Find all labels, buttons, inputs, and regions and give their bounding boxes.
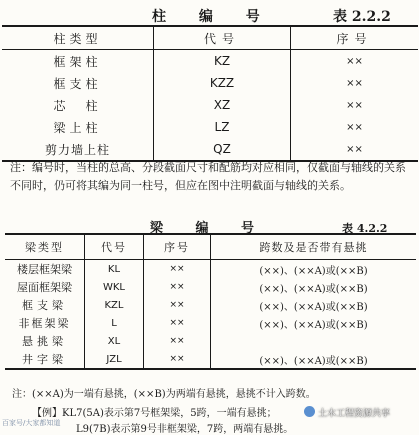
cell-type: 非框架梁 bbox=[5, 314, 85, 332]
cell-type: 芯 柱 bbox=[2, 94, 154, 116]
cell-span bbox=[211, 332, 417, 350]
watermark-right: 土木工程资源共享 bbox=[318, 409, 391, 419]
cell-type: 悬挑梁 bbox=[5, 332, 85, 350]
table2-note: 注：(××A)为一端有悬挑，(××B)为两端有悬挑，悬挑不计入跨数。 bbox=[12, 389, 316, 400]
cell-code: WKL bbox=[85, 278, 144, 296]
column-header-code: 代号 bbox=[154, 26, 291, 50]
cell-type: 井字梁 bbox=[5, 350, 85, 369]
cell-code: KZZ bbox=[154, 72, 291, 94]
cell-code: KZ bbox=[154, 50, 291, 73]
cell-code: L bbox=[85, 314, 144, 332]
cell-span: (××)、(××A)或(××B) bbox=[259, 319, 368, 331]
cell-seq: ×× bbox=[144, 296, 211, 314]
cell-seq: ×× bbox=[144, 260, 211, 279]
example-line-2: L9(7B)表示第9号非框架梁，7跨，两端有悬挑。 bbox=[76, 424, 294, 435]
cell-code: JZL bbox=[85, 350, 144, 369]
table-row bbox=[2, 72, 418, 94]
cell-code: XZ bbox=[154, 94, 291, 116]
table-row bbox=[2, 138, 418, 161]
table-row bbox=[5, 260, 416, 279]
table1-note: 注：编号时，当柱的总高、分段截面尺寸和配筋均对应相同，仅截面与轴线的关系不同时，仍可将其编为同一柱号，但应在图中注明截面与轴线的关系。 bbox=[10, 161, 406, 192]
cell-seq: ×× bbox=[144, 350, 211, 369]
table-row bbox=[5, 278, 416, 296]
table-row bbox=[5, 332, 416, 350]
table-header-row bbox=[2, 26, 418, 50]
table-row bbox=[2, 50, 418, 73]
table1-title: 柱 编 号 bbox=[152, 9, 274, 25]
table2-title: 梁 编 号 bbox=[150, 221, 269, 236]
cell-seq: ×× bbox=[346, 143, 363, 155]
cell-code: KZL bbox=[85, 296, 144, 314]
cell-code: XL bbox=[85, 332, 144, 350]
cell-seq: ×× bbox=[346, 121, 363, 133]
cell-span: (××)、(××A)或(××B) bbox=[259, 301, 368, 313]
table2-number: 表 4.2.2 bbox=[342, 222, 388, 235]
column-header-code: 代号 bbox=[85, 234, 144, 260]
cell-seq: ×× bbox=[144, 278, 211, 296]
cell-type: 屋面框架梁 bbox=[5, 278, 85, 296]
cell-code: KL bbox=[85, 260, 144, 279]
cell-type: 框支梁 bbox=[5, 296, 85, 314]
cell-code: LZ bbox=[154, 116, 291, 138]
cell-type: 剪力墙上柱 bbox=[2, 138, 154, 161]
column-header-seq: 序号 bbox=[144, 234, 211, 260]
cell-span: (××)、(××A)或(××B) bbox=[259, 355, 368, 367]
beam-numbering-table bbox=[5, 233, 416, 370]
cell-span: (××)、(××A)或(××B) bbox=[259, 283, 368, 295]
cell-span: (××)、(××A)或(××B) bbox=[259, 265, 368, 277]
cell-seq: ×× bbox=[346, 77, 363, 89]
cell-code: QZ bbox=[154, 138, 291, 161]
column-header-span: 跨数及是否带有悬挑 bbox=[211, 234, 417, 260]
table1-number: 表 2.2.2 bbox=[333, 9, 391, 25]
cell-type: 梁上柱 bbox=[2, 116, 154, 138]
table-row bbox=[5, 350, 416, 369]
column-header-type: 梁类型 bbox=[5, 234, 85, 260]
cell-type: 楼层框架梁 bbox=[5, 260, 85, 279]
cell-type: 框支柱 bbox=[2, 72, 154, 94]
table-row bbox=[2, 116, 418, 138]
watermark-left: 百家号/大家都知道 bbox=[2, 419, 61, 427]
column-numbering-table bbox=[2, 25, 418, 162]
watermark-logo-icon bbox=[304, 406, 315, 417]
column-header-seq: 序号 bbox=[291, 26, 419, 50]
cell-type: 框架柱 bbox=[2, 50, 154, 73]
table-row bbox=[5, 296, 416, 314]
cell-seq: ×× bbox=[346, 99, 363, 111]
column-header-type: 柱类型 bbox=[2, 26, 154, 50]
table-header-row bbox=[5, 234, 416, 260]
cell-seq: ×× bbox=[144, 332, 211, 350]
table-row bbox=[2, 94, 418, 116]
cell-seq: ×× bbox=[346, 55, 363, 67]
cell-seq: ×× bbox=[144, 314, 211, 332]
table-row bbox=[5, 314, 416, 332]
example-line-1: 【例】KL7(5A)表示第7号框架梁，5跨，一端有悬挑； bbox=[32, 408, 277, 419]
